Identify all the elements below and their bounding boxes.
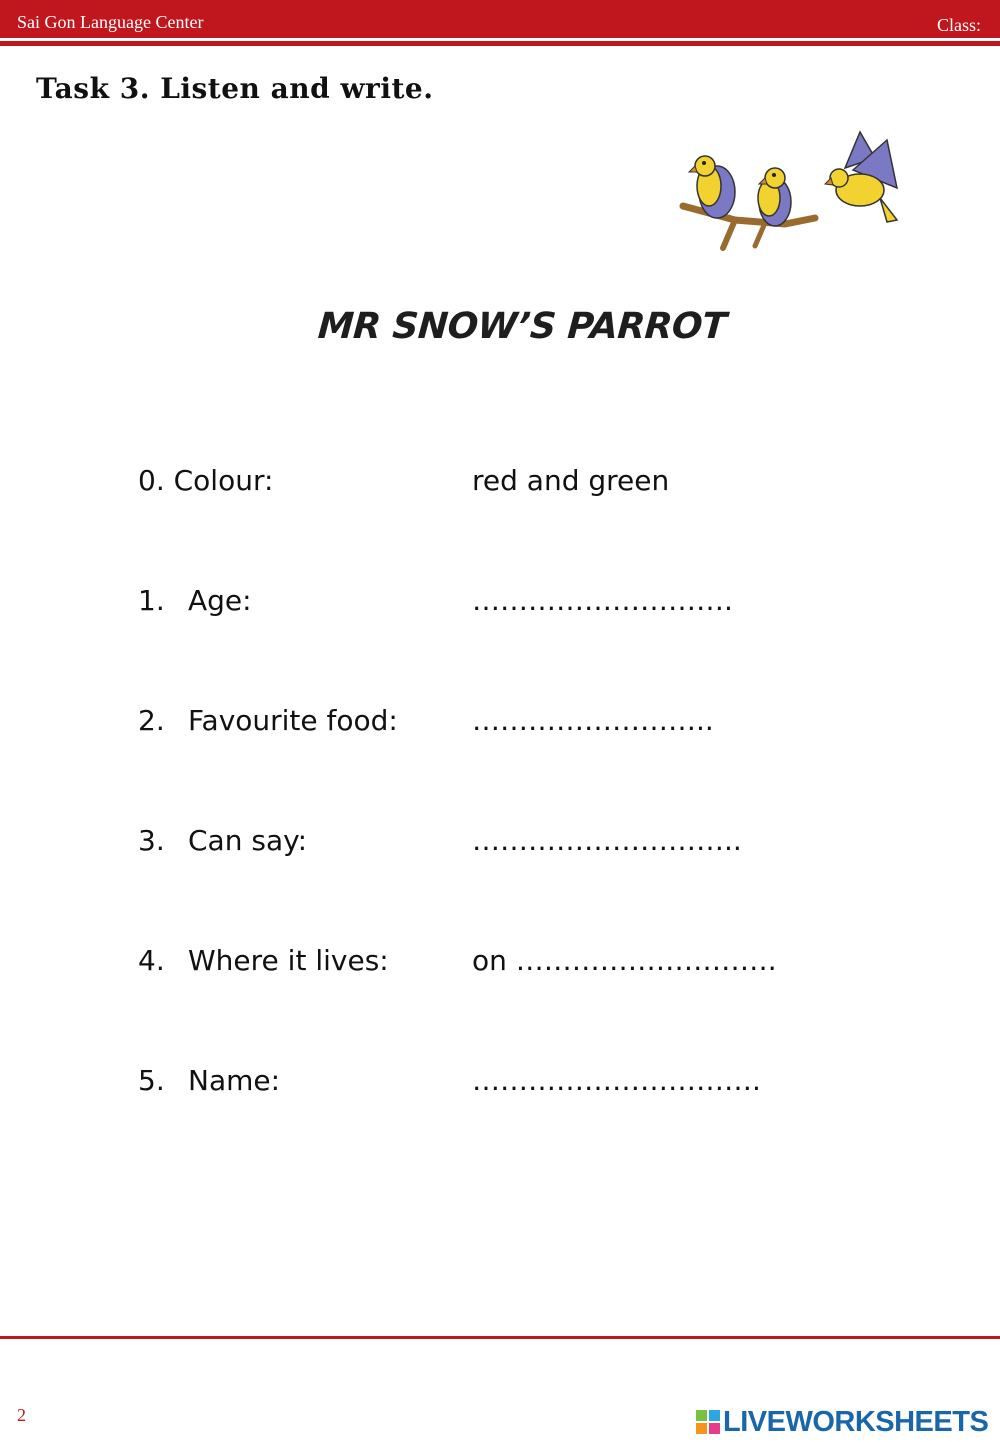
row-number: 2.: [138, 704, 165, 737]
row-number: 1.: [138, 584, 165, 617]
answer-blank[interactable]: on ……………………….: [472, 944, 777, 977]
row-number: 3.: [138, 824, 165, 857]
answer-blank[interactable]: ………………………….: [472, 1064, 761, 1097]
answer-blank[interactable]: ……………………….: [472, 584, 733, 617]
row-label: Can say:: [188, 824, 308, 857]
row-answer: red and green: [472, 464, 670, 497]
task-title: Task 3. Listen and write.: [36, 72, 434, 105]
answer-blank[interactable]: ………………………..: [472, 824, 742, 857]
page-header: [0, 0, 1000, 38]
center-name: Sai Gon Language Center: [17, 12, 204, 32]
liveworksheets-logo-icon: [696, 1410, 720, 1434]
row-number: 5.: [138, 1064, 165, 1097]
footer-divider: [0, 1336, 1000, 1339]
row-number: 4.: [138, 944, 165, 977]
row-label: Name:: [188, 1064, 281, 1097]
answer-blank[interactable]: ……………………..: [472, 704, 714, 737]
header-divider: [0, 41, 1000, 46]
row-label: Where it lives:: [188, 944, 389, 977]
row-label: 0. Colour:: [138, 464, 274, 497]
row-label: Age:: [188, 584, 252, 617]
worksheet-title: MR SNOW’S PARROT: [316, 306, 728, 347]
brand-name: LIVEWORKSHEETS: [723, 1406, 989, 1438]
class-label: Class:: [936, 15, 981, 35]
parrots-illustration: [675, 128, 905, 268]
page-number: 2: [17, 1405, 26, 1425]
row-label: Favourite food:: [188, 704, 398, 737]
